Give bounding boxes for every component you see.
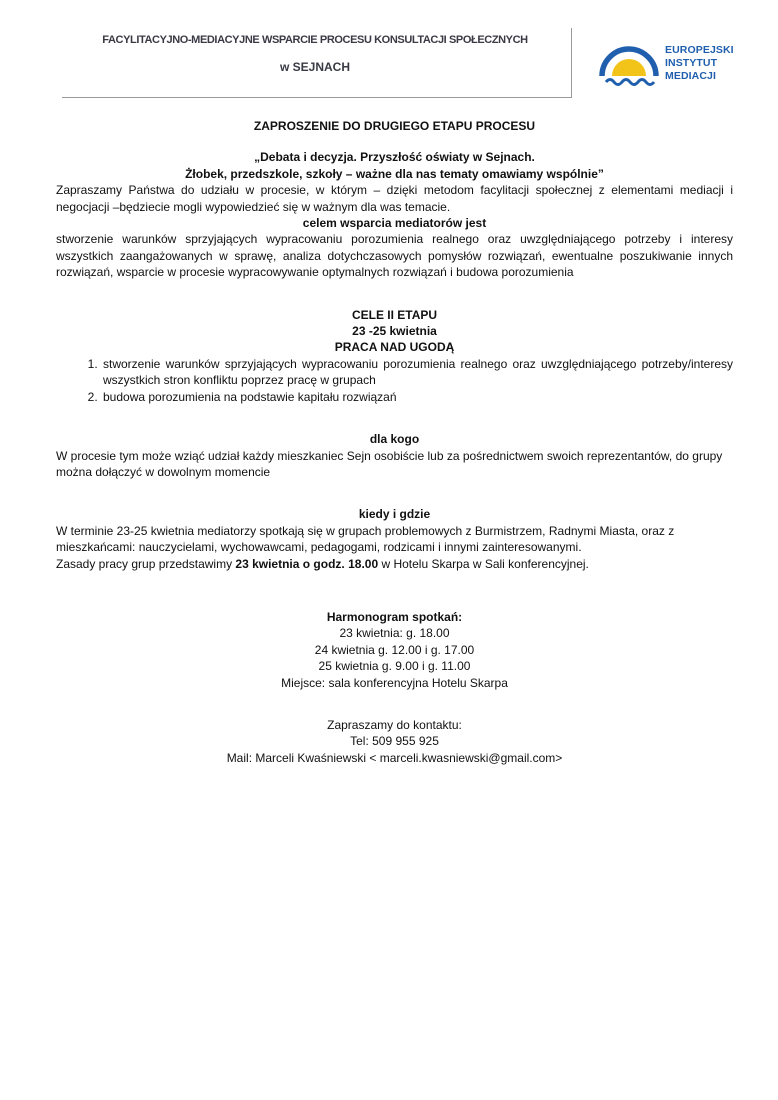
schedule-heading: Harmonogram spotkań: [326, 609, 463, 624]
header-title: FACYLITACYJNO-MEDIACYJNE WSPARCIE PROCESU KONSULTACJI SPOŁECZNYCH [102, 34, 528, 46]
when-heading: kiedy i gdzie [358, 507, 431, 522]
goal-heading: celem wsparcia mediatorów jest [302, 216, 487, 231]
logo-line-2: INSTYTUT [665, 57, 718, 69]
header-rule [62, 97, 572, 98]
intro-paragraph: Zapraszamy Państwa do udziału w procesie, w którym – dzięki metodom facylitacji społecznej z elementami mediacji i negocjacji –będziecie mogli wypowiedzieć się w ważnym dla was temacie. [56, 183, 733, 214]
contact-email: Mail: Marceli Kwaśniewski < marceli.kwasniewski@gmail.com> [226, 750, 563, 765]
stage-dates: 23 -25 kwietnia [352, 324, 437, 339]
document-body [56, 118, 733, 766]
header-divider [571, 28, 572, 98]
schedule-item: 23 kwietnia: g. 18.00 [339, 626, 450, 641]
event-title-line-2: Żłobek, przedszkole, szkoły – ważne dla nas tematy omawiamy wspólnie” [185, 166, 604, 181]
logo-line-3: MEDIACJI [665, 70, 716, 82]
who-heading: dla kogo [369, 432, 420, 447]
contact-heading: Zapraszamy do kontaktu: [327, 717, 462, 732]
institute-logo [598, 36, 748, 94]
logo-line-1: EUROPEJSKI [665, 44, 734, 56]
list-item: 1. stworzenie warunków sprzyjających wypracowaniu porozumienia realnego oraz uwzględniającego potrzeby/interesy wszystkich stron konfliktu poprzez pracę w grupach [101, 356, 733, 389]
stage-work-title: PRACA NAD UGODĄ [334, 340, 455, 355]
who-paragraph: W procesie tym może wziąć udział każdy mieszkaniec Sejn osobiście lub za pośrednictwem swoich reprezentantów, do grupy można dołączyć w dowolnym momencie [56, 448, 723, 479]
document-heading: ZAPROSZENIE DO DRUGIEGO ETAPU PROCESU [253, 119, 536, 133]
logo-text [665, 44, 734, 83]
when-text-pre: Zasady pracy grup przedstawimy [56, 556, 236, 571]
page-header [0, 0, 778, 104]
event-title-line-1: „Debata i decyzja. Przyszłość oświaty w Sejnach. [254, 150, 535, 165]
schedule-location: Miejsce: sala konferencyjna Hotelu Skarpa [281, 675, 508, 690]
when-text-post: w Hotelu Skarpa w Sali konferencyjnej. [378, 556, 589, 571]
contact-phone: Tel: 509 955 925 [350, 734, 439, 749]
header-subtitle: w SEJNACH [279, 60, 350, 74]
stage-heading: CELE II ETAPU [351, 307, 438, 322]
stage-goals-list [56, 356, 733, 405]
when-paragraph: W terminie 23-25 kwietnia mediatorzy spotkają się w grupach problemowych z Burmistrzem, Radnymi Miasta, oraz z mieszkańcami: nauczycielami, wychowawcami, pedagogami, rodzicami i innymi zainteresowanymi. [56, 523, 675, 555]
list-item: 2. budowa porozumienia na podstawie kapitału rozwiązań [101, 389, 733, 405]
schedule-item: 24 kwietnia g. 12.00 i g. 17.00 [314, 642, 475, 657]
when-text-bold: 23 kwietnia o godz. 18.00 [235, 556, 379, 571]
sun-over-waves-logo-icon [598, 42, 660, 86]
schedule-item: 25 kwietnia g. 9.00 i g. 11.00 [318, 659, 471, 674]
goal-paragraph: stworzenie warunków sprzyjających wypracowaniu porozumienia realnego oraz uwzględniającego potrzeby i interesy wszystkich zaangażowanych w sprawę, analiza dotychczasowych pomysłów rozwiązań, ewentualne poszukiwanie innych rozwiązań, wsparcie w procesie wypracowywanie optymalnych rozwiązań i budowa porozumienia [56, 232, 733, 280]
when-paragraph-2 [56, 556, 733, 572]
